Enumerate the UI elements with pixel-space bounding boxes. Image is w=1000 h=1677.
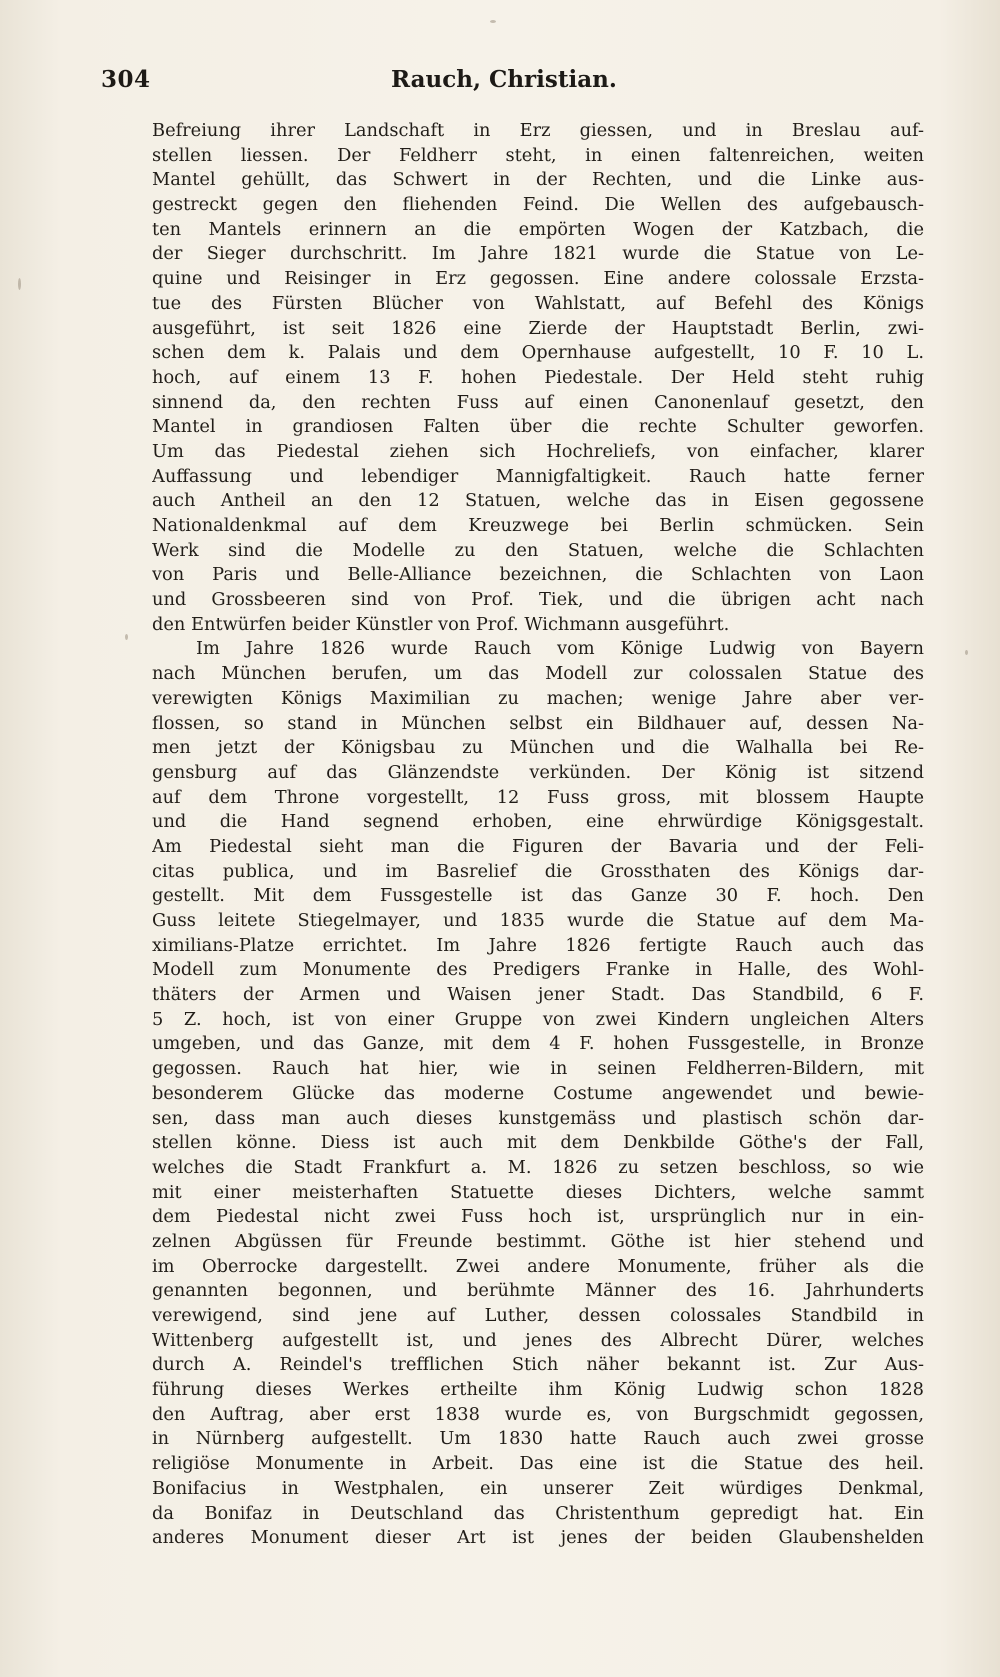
text-line: hoch, auf einem 13 F. hohen Piedestale. Der Held steht ruhig bbox=[152, 366, 924, 388]
text-line: dem Piedestal nicht zwei Fuss hoch ist, ursprünglich nur in ein- bbox=[152, 1206, 924, 1228]
text-line: Am Piedestal sieht man die Figuren der Bavaria und der Feli- bbox=[152, 835, 924, 857]
text-line: Um das Piedestal ziehen sich Hochreliefs, von einfacher, klarer bbox=[152, 440, 924, 462]
paper-speck bbox=[490, 20, 496, 23]
text-line: Auffassung und lebendiger Mannigfaltigkeit. Rauch hatte ferner bbox=[152, 465, 924, 487]
text-line: thäters der Armen und Waisen jener Stadt. Das Standbild, 6 F. bbox=[152, 984, 924, 1006]
text-line: gensburg auf das Glänzendste verkünden. Der König ist sitzend bbox=[152, 761, 924, 783]
text-line: gegossen. Rauch hat hier, wie in seinen Feldherren-Bildern, mit bbox=[152, 1058, 924, 1080]
text-line: umgeben, und das Ganze, mit dem 4 F. hohen Fussgestelle, in Bronze bbox=[152, 1033, 924, 1055]
text-line: Modell zum Monumente des Predigers Franke in Halle, des Wohl- bbox=[152, 959, 924, 981]
text-line: und Grossbeeren sind von Prof. Tiek, und die übrigen acht nach bbox=[152, 589, 924, 611]
text-line: verewigten Königs Maximilian zu machen; wenige Jahre aber ver- bbox=[152, 687, 924, 709]
text-line: Wittenberg aufgestellt ist, und jenes des Albrecht Dürer, welches bbox=[152, 1329, 924, 1351]
text-line: stellen liessen. Der Feldherr steht, in einen faltenreichen, weiten bbox=[152, 144, 924, 166]
text-line: da Bonifaz in Deutschland das Christenthum gepredigt hat. Ein bbox=[152, 1502, 924, 1524]
text-line: der Sieger durchschritt. Im Jahre 1821 wurde die Statue von Le- bbox=[152, 243, 924, 265]
text-line: Nationaldenkmal auf dem Kreuzwege bei Berlin schmücken. Sein bbox=[152, 515, 924, 536]
text-line: nach München berufen, um das Modell zur colossalen Statue des bbox=[152, 663, 924, 685]
text-line: tue des Fürsten Blücher von Wahlstatt, auf Befehl des Königs bbox=[152, 292, 924, 314]
text-line: Mantel gehüllt, das Schwert in der Rechten, und die Linke aus- bbox=[152, 169, 924, 191]
text-line: welches die Stadt Frankfurt a. M. 1826 zu setzen beschloss, so wie bbox=[152, 1156, 924, 1178]
text-line: und die Hand segnend erhoben, eine ehrwürdige Königsgestalt. bbox=[152, 811, 924, 833]
paragraph-last-line: den Entwürfen beider Künstler von Prof. Wichmann ausgeführt. bbox=[152, 613, 730, 635]
text-line: Bonifacius in Westphalen, ein unserer Zeit würdiges Denkmal, bbox=[152, 1477, 924, 1499]
text-line: ten Mantels erinnern an die empörten Wogen der Katzbach, die bbox=[152, 218, 924, 240]
text-line: von Paris und Belle-Alliance bezeichnen, die Schlachten von Laon bbox=[152, 564, 924, 586]
text-line: durch A. Reindel's trefflichen Stich näher bekannt ist. Zur Aus- bbox=[152, 1354, 924, 1376]
text-line: ximilians-Platze errichtet. Im Jahre 1826 fertigte Rauch auch das bbox=[152, 934, 924, 956]
paragraph-first-line: Im Jahre 1826 wurde Rauch vom Könige Ludwig von Bayern bbox=[196, 638, 924, 660]
text-line: genannten begonnen, und berühmte Männer des 16. Jahrhunderts bbox=[152, 1280, 924, 1302]
text-line: Mantel in grandiosen Falten über die rechte Schulter geworfen. bbox=[152, 416, 924, 438]
text-line: auf dem Throne vorgestellt, 12 Fuss gross, mit blossem Haupte bbox=[152, 786, 924, 808]
text-line: verewigend, sind jene auf Luther, dessen colossales Standbild in bbox=[152, 1305, 924, 1326]
text-line: sinnend da, den rechten Fuss auf einen Canonenlauf gesetzt, den bbox=[152, 391, 924, 413]
text-line: Guss leitete Stiegelmayer, und 1835 wurde die Statue auf dem Ma- bbox=[152, 910, 924, 931]
text-line: flossen, so stand in München selbst ein Bildhauer auf, dessen Na- bbox=[152, 712, 924, 734]
text-line: mit einer meisterhaften Statuette dieses Dichters, welche sammt bbox=[152, 1181, 924, 1203]
text-line: den Auftrag, aber erst 1838 wurde es, von Burgschmidt gegossen, bbox=[152, 1403, 924, 1425]
text-line: im Oberrocke dargestellt. Zwei andere Monumente, früher als die bbox=[152, 1255, 924, 1277]
text-line: citas publica, und im Basrelief die Grossthaten des Königs dar- bbox=[152, 860, 924, 882]
text-line: anderes Monument dieser Art ist jenes der beiden Glaubenshelden bbox=[152, 1527, 924, 1549]
text-line: auch Antheil an den 12 Statuen, welche das in Eisen gegossene bbox=[152, 490, 924, 512]
paper-speck bbox=[125, 634, 128, 640]
text-line: sen, dass man auch dieses kunstgemäss und plastisch schön dar- bbox=[152, 1107, 924, 1129]
text-line: 5 Z. hoch, ist von einer Gruppe von zwei Kindern ungleichen Alters bbox=[152, 1008, 924, 1030]
paper-speck bbox=[965, 650, 968, 655]
text-line: in Nürnberg aufgestellt. Um 1830 hatte Rauch auch zwei grosse bbox=[152, 1428, 924, 1450]
paper-speck bbox=[18, 278, 21, 290]
text-line: Befreiung ihrer Landschaft in Erz giessen, und in Breslau auf- bbox=[152, 120, 924, 141]
text-line: gestellt. Mit dem Fussgestelle ist das Ganze 30 F. hoch. Den bbox=[152, 885, 924, 907]
text-line: schen dem k. Palais und dem Opernhause aufgestellt, 10 F. 10 L. bbox=[152, 342, 924, 364]
text-line: quine und Reisinger in Erz gegossen. Eine andere colossale Erzsta- bbox=[152, 268, 924, 290]
text-line: Werk sind die Modelle zu den Statuen, welche die Schlachten bbox=[152, 539, 924, 561]
text-line: führung dieses Werkes ertheilte ihm König Ludwig schon 1828 bbox=[152, 1379, 924, 1401]
text-line: ausgeführt, ist seit 1826 eine Zierde der Hauptstadt Berlin, zwi- bbox=[152, 317, 924, 339]
running-head bbox=[101, 66, 924, 100]
text-line: gestreckt gegen den fliehenden Feind. Die Wellen des aufgebausch- bbox=[152, 194, 924, 216]
text-line: men jetzt der Königsbau zu München und die Walhalla bei Re- bbox=[152, 737, 924, 759]
body-text bbox=[152, 119, 924, 1551]
running-title: Rauch, Christian. bbox=[391, 66, 617, 93]
text-line: zelnen Abgüssen für Freunde bestimmt. Göthe ist hier stehend und bbox=[152, 1230, 924, 1252]
text-line: stellen könne. Diess ist auch mit dem Denkbilde Göthe's der Fall, bbox=[152, 1132, 924, 1154]
text-line: besonderem Glücke das moderne Costume angewendet und bewie- bbox=[152, 1082, 924, 1104]
text-line: religiöse Monumente in Arbeit. Das eine ist die Statue des heil. bbox=[152, 1453, 924, 1475]
page-number: 304 bbox=[101, 66, 151, 93]
